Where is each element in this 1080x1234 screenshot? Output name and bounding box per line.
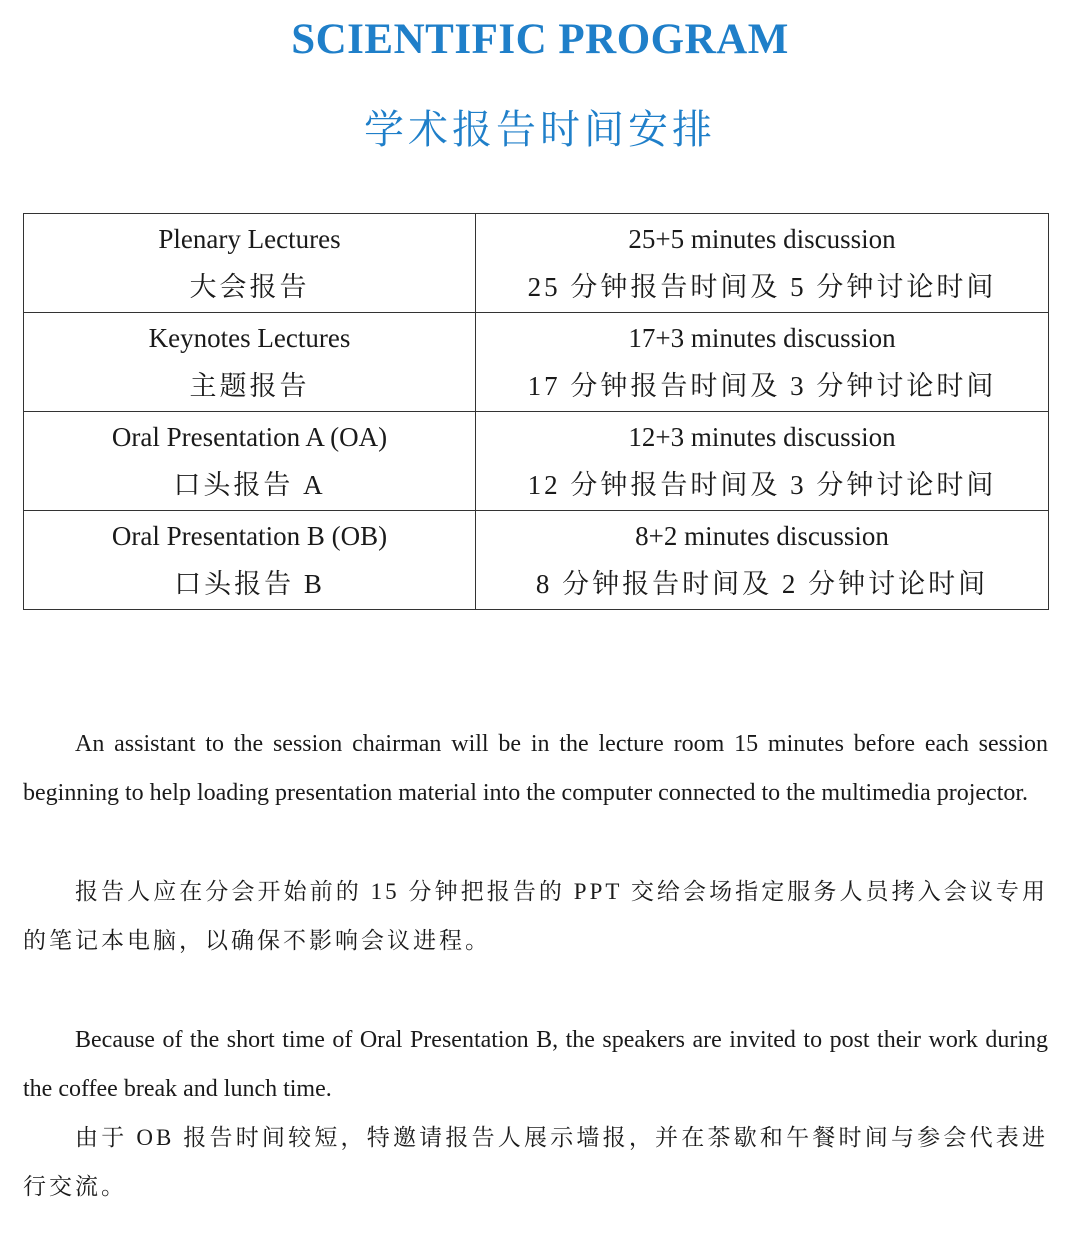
presentation-time-cell xyxy=(476,511,1049,610)
schedule-table xyxy=(23,213,1049,610)
ob-note-zh: 由于 OB 报告时间较短，特邀请报告人展示墙报，并在茶歇和午餐时间与参会代表进行交流。 xyxy=(23,1125,1048,1199)
presentation-type-zh: 大会报告 xyxy=(189,272,310,302)
presentation-time-en: 17+3 minutes discussion xyxy=(628,323,896,353)
presentation-type-cell xyxy=(24,412,476,511)
presentation-type-cell xyxy=(24,214,476,313)
assistant-note-en: An assistant to the session chairman will be in the lecture room 15 minutes before each session beginning to help loading presentation material into the computer connected to the multimedia projector. xyxy=(23,731,1048,806)
presentation-time-zh: 25 分钟报告时间及 5 分钟讨论时间 xyxy=(527,272,997,302)
assistant-note-zh: 报告人应在分会开始前的 15 分钟把报告的 PPT 交给会场指定服务人员拷入会议专用的笔记本电脑，以确保不影响会议进程。 xyxy=(23,879,1048,953)
presentation-type-zh: 口头报告 B xyxy=(174,569,325,599)
presentation-type-zh: 口头报告 A xyxy=(173,470,326,500)
presentation-type-en: Keynotes Lectures xyxy=(148,323,351,353)
presentation-type-en: Plenary Lectures xyxy=(158,224,341,254)
presentation-time-cell xyxy=(476,313,1049,412)
presentation-time-zh: 17 分钟报告时间及 3 分钟讨论时间 xyxy=(527,371,997,401)
presentation-time-cell xyxy=(476,214,1049,313)
presentation-time-zh: 8 分钟报告时间及 2 分钟讨论时间 xyxy=(535,569,989,599)
presentation-time-zh: 12 分钟报告时间及 3 分钟讨论时间 xyxy=(527,470,997,500)
table-row xyxy=(24,412,1049,511)
page-title: SCIENTIFIC PROGRAM xyxy=(291,16,789,63)
table-row xyxy=(24,511,1049,610)
presentation-type-cell xyxy=(24,511,476,610)
table-row xyxy=(24,313,1049,412)
presentation-time-en: 8+2 minutes discussion xyxy=(635,521,889,551)
page-subtitle: 学术报告时间安排 xyxy=(364,107,716,153)
presentation-time-en: 12+3 minutes discussion xyxy=(628,422,896,452)
table-row xyxy=(24,214,1049,313)
presentation-time-en: 25+5 minutes discussion xyxy=(628,224,896,254)
ob-note-en: Because of the short time of Oral Presentation B, the speakers are invited to post their work during the coffee break and lunch time. xyxy=(23,1027,1048,1102)
presentation-type-en: Oral Presentation A (OA) xyxy=(111,422,388,452)
presentation-type-zh: 主题报告 xyxy=(189,371,310,401)
presentation-type-en: Oral Presentation B (OB) xyxy=(111,521,388,551)
presentation-time-cell xyxy=(476,412,1049,511)
presentation-type-cell xyxy=(24,313,476,412)
